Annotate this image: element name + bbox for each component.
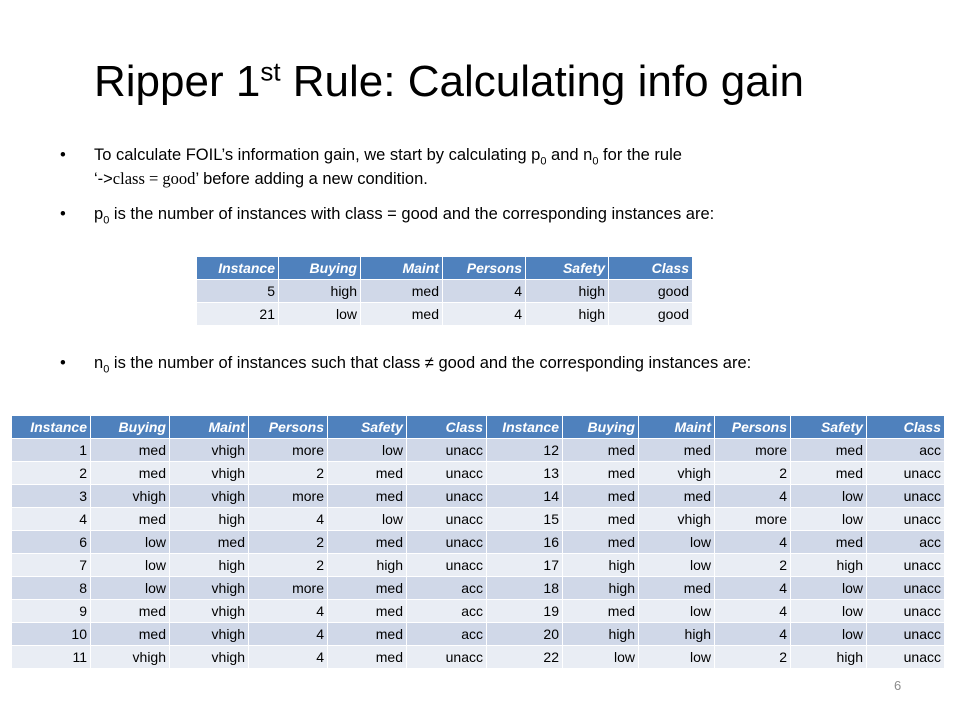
cell-maint: med bbox=[170, 531, 249, 554]
table-row bbox=[487, 531, 945, 554]
cell-maint: vhigh bbox=[170, 623, 249, 646]
cell-maint: vhigh bbox=[170, 577, 249, 600]
column-header-buying: Buying bbox=[563, 416, 639, 439]
cell-class: unacc bbox=[867, 508, 945, 531]
cell-class: unacc bbox=[867, 623, 945, 646]
cell-persons: more bbox=[249, 577, 328, 600]
cell-buying: high bbox=[563, 577, 639, 600]
cell-maint: high bbox=[639, 623, 715, 646]
column-header-persons: Persons bbox=[443, 257, 526, 280]
cell-safety: low bbox=[791, 508, 867, 531]
cell-class: unacc bbox=[407, 531, 487, 554]
table-row bbox=[487, 600, 945, 623]
cell-persons: 4 bbox=[249, 646, 328, 669]
table-row bbox=[12, 646, 487, 669]
cell-instance: 19 bbox=[487, 600, 563, 623]
cell-buying: med bbox=[91, 462, 170, 485]
cell-persons: 4 bbox=[715, 577, 791, 600]
cell-persons: 2 bbox=[249, 531, 328, 554]
cell-class: good bbox=[609, 280, 693, 303]
cell-instance: 7 bbox=[12, 554, 91, 577]
cell-maint: vhigh bbox=[170, 600, 249, 623]
table-row bbox=[197, 280, 693, 303]
cell-buying: med bbox=[563, 508, 639, 531]
column-header-class: Class bbox=[609, 257, 693, 280]
cell-maint: med bbox=[639, 577, 715, 600]
cell-safety: low bbox=[328, 508, 407, 531]
table-header-row bbox=[487, 416, 945, 439]
page-number: 6 bbox=[894, 678, 902, 693]
cell-persons: more bbox=[715, 439, 791, 462]
cell-safety: low bbox=[328, 439, 407, 462]
cell-maint: low bbox=[639, 646, 715, 669]
non-good-instances-table-right bbox=[486, 415, 945, 669]
cell-safety: low bbox=[791, 600, 867, 623]
cell-safety: high bbox=[526, 303, 609, 326]
cell-instance: 18 bbox=[487, 577, 563, 600]
column-header-buying: Buying bbox=[279, 257, 361, 280]
cell-persons: 2 bbox=[715, 554, 791, 577]
cell-safety: med bbox=[328, 577, 407, 600]
cell-safety: low bbox=[791, 577, 867, 600]
table-header-row bbox=[12, 416, 487, 439]
table-header-row bbox=[197, 257, 693, 280]
cell-instance: 5 bbox=[197, 280, 279, 303]
table-row bbox=[487, 462, 945, 485]
cell-instance: 17 bbox=[487, 554, 563, 577]
column-header-instance: Instance bbox=[487, 416, 563, 439]
cell-class: unacc bbox=[407, 439, 487, 462]
column-header-maint: Maint bbox=[361, 257, 443, 280]
cell-buying: high bbox=[563, 554, 639, 577]
cell-safety: high bbox=[791, 646, 867, 669]
cell-safety: med bbox=[791, 439, 867, 462]
column-header-persons: Persons bbox=[715, 416, 791, 439]
cell-persons: 4 bbox=[715, 623, 791, 646]
cell-class: acc bbox=[407, 600, 487, 623]
cell-class: unacc bbox=[867, 485, 945, 508]
cell-class: unacc bbox=[407, 646, 487, 669]
cell-maint: low bbox=[639, 554, 715, 577]
cell-instance: 16 bbox=[487, 531, 563, 554]
cell-buying: med bbox=[91, 623, 170, 646]
cell-maint: high bbox=[170, 508, 249, 531]
cell-class: unacc bbox=[407, 508, 487, 531]
cell-maint: vhigh bbox=[170, 439, 249, 462]
cell-buying: med bbox=[563, 600, 639, 623]
cell-maint: vhigh bbox=[170, 485, 249, 508]
cell-maint: med bbox=[639, 485, 715, 508]
cell-safety: med bbox=[791, 462, 867, 485]
cell-instance: 20 bbox=[487, 623, 563, 646]
column-header-class: Class bbox=[867, 416, 945, 439]
cell-buying: vhigh bbox=[91, 485, 170, 508]
column-header-safety: Safety bbox=[328, 416, 407, 439]
cell-safety: med bbox=[328, 600, 407, 623]
slide-title: Ripper 1st Rule: Calculating info gain bbox=[94, 56, 804, 106]
cell-buying: med bbox=[563, 462, 639, 485]
cell-buying: low bbox=[279, 303, 361, 326]
column-header-buying: Buying bbox=[91, 416, 170, 439]
column-header-class: Class bbox=[407, 416, 487, 439]
table-row bbox=[487, 646, 945, 669]
cell-persons: more bbox=[249, 439, 328, 462]
cell-class: acc bbox=[407, 623, 487, 646]
cell-maint: low bbox=[639, 600, 715, 623]
cell-persons: 2 bbox=[715, 646, 791, 669]
cell-persons: more bbox=[249, 485, 328, 508]
table-row bbox=[12, 485, 487, 508]
cell-instance: 10 bbox=[12, 623, 91, 646]
cell-safety: low bbox=[791, 623, 867, 646]
cell-persons: 2 bbox=[249, 462, 328, 485]
column-header-safety: Safety bbox=[526, 257, 609, 280]
cell-instance: 3 bbox=[12, 485, 91, 508]
cell-class: acc bbox=[867, 531, 945, 554]
cell-instance: 8 bbox=[12, 577, 91, 600]
cell-buying: med bbox=[91, 600, 170, 623]
cell-buying: vhigh bbox=[91, 646, 170, 669]
cell-buying: low bbox=[91, 554, 170, 577]
cell-instance: 12 bbox=[487, 439, 563, 462]
cell-persons: 4 bbox=[715, 531, 791, 554]
table-row bbox=[12, 462, 487, 485]
cell-class: unacc bbox=[407, 554, 487, 577]
cell-safety: low bbox=[791, 485, 867, 508]
column-header-persons: Persons bbox=[249, 416, 328, 439]
cell-maint: med bbox=[361, 303, 443, 326]
cell-persons: 4 bbox=[249, 623, 328, 646]
cell-class: acc bbox=[407, 577, 487, 600]
bullet-p0-definition: • $p_0$ is the number of instances with class = good and the corresponding instances are: bbox=[94, 202, 714, 226]
cell-persons: more bbox=[715, 508, 791, 531]
cell-buying: med bbox=[563, 485, 639, 508]
cell-buying: low bbox=[91, 531, 170, 554]
column-header-instance: Instance bbox=[12, 416, 91, 439]
table-row bbox=[12, 623, 487, 646]
cell-buying: med bbox=[91, 439, 170, 462]
cell-class: unacc bbox=[867, 462, 945, 485]
table-row bbox=[12, 508, 487, 531]
column-header-instance: Instance bbox=[197, 257, 279, 280]
cell-class: good bbox=[609, 303, 693, 326]
table-row bbox=[487, 439, 945, 462]
cell-instance: 9 bbox=[12, 600, 91, 623]
bullet-foil-gain bbox=[94, 143, 682, 191]
cell-persons: 4 bbox=[715, 485, 791, 508]
cell-instance: 1 bbox=[12, 439, 91, 462]
cell-maint: vhigh bbox=[170, 462, 249, 485]
cell-safety: med bbox=[328, 531, 407, 554]
cell-class: acc bbox=[867, 439, 945, 462]
cell-maint: vhigh bbox=[639, 508, 715, 531]
bullet-line-2: ‘->class = good’ before adding a new condition. bbox=[94, 169, 428, 188]
cell-safety: high bbox=[328, 554, 407, 577]
cell-safety: med bbox=[328, 462, 407, 485]
table-row bbox=[12, 554, 487, 577]
good-instances-table bbox=[196, 256, 693, 326]
table-row bbox=[487, 623, 945, 646]
cell-maint: high bbox=[170, 554, 249, 577]
cell-instance: 15 bbox=[487, 508, 563, 531]
cell-instance: 14 bbox=[487, 485, 563, 508]
table-row bbox=[12, 531, 487, 554]
table-row bbox=[487, 485, 945, 508]
cell-persons: 2 bbox=[249, 554, 328, 577]
table-row bbox=[487, 508, 945, 531]
cell-class: unacc bbox=[867, 646, 945, 669]
cell-instance: 22 bbox=[487, 646, 563, 669]
cell-persons: 4 bbox=[443, 303, 526, 326]
cell-maint: vhigh bbox=[639, 462, 715, 485]
bullet-line-1: • To calculate FOIL’s information gain, we start by calculating $p_0$ and $n_0$ for the rule bbox=[94, 146, 682, 168]
cell-class: unacc bbox=[867, 554, 945, 577]
cell-safety: med bbox=[328, 623, 407, 646]
cell-class: unacc bbox=[867, 600, 945, 623]
cell-buying: low bbox=[91, 577, 170, 600]
cell-buying: high bbox=[279, 280, 361, 303]
cell-maint: vhigh bbox=[170, 646, 249, 669]
cell-class: unacc bbox=[407, 462, 487, 485]
cell-buying: med bbox=[563, 531, 639, 554]
table-row bbox=[487, 554, 945, 577]
cell-maint: low bbox=[639, 531, 715, 554]
cell-class: unacc bbox=[407, 485, 487, 508]
cell-persons: 2 bbox=[715, 462, 791, 485]
cell-instance: 13 bbox=[487, 462, 563, 485]
table-row bbox=[12, 577, 487, 600]
cell-buying: low bbox=[563, 646, 639, 669]
cell-safety: med bbox=[791, 531, 867, 554]
cell-buying: med bbox=[91, 508, 170, 531]
cell-safety: high bbox=[526, 280, 609, 303]
cell-instance: 4 bbox=[12, 508, 91, 531]
cell-maint: med bbox=[639, 439, 715, 462]
cell-persons: 4 bbox=[443, 280, 526, 303]
table-row bbox=[197, 303, 693, 326]
cell-persons: 4 bbox=[715, 600, 791, 623]
cell-buying: med bbox=[563, 439, 639, 462]
table-row bbox=[12, 439, 487, 462]
table-row bbox=[487, 577, 945, 600]
cell-safety: med bbox=[328, 485, 407, 508]
cell-buying: high bbox=[563, 623, 639, 646]
cell-instance: 21 bbox=[197, 303, 279, 326]
cell-safety: med bbox=[328, 646, 407, 669]
cell-instance: 6 bbox=[12, 531, 91, 554]
column-header-safety: Safety bbox=[791, 416, 867, 439]
cell-instance: 11 bbox=[12, 646, 91, 669]
column-header-maint: Maint bbox=[639, 416, 715, 439]
column-header-maint: Maint bbox=[170, 416, 249, 439]
cell-safety: high bbox=[791, 554, 867, 577]
cell-persons: 4 bbox=[249, 600, 328, 623]
cell-instance: 2 bbox=[12, 462, 91, 485]
cell-maint: med bbox=[361, 280, 443, 303]
table-row bbox=[12, 600, 487, 623]
non-good-instances-table-left bbox=[11, 415, 487, 669]
cell-persons: 4 bbox=[249, 508, 328, 531]
bullet-n0-definition: • $n_0$ is the number of instances such that class ≠ good and the corresponding instances are: bbox=[94, 351, 751, 375]
cell-class: unacc bbox=[867, 577, 945, 600]
